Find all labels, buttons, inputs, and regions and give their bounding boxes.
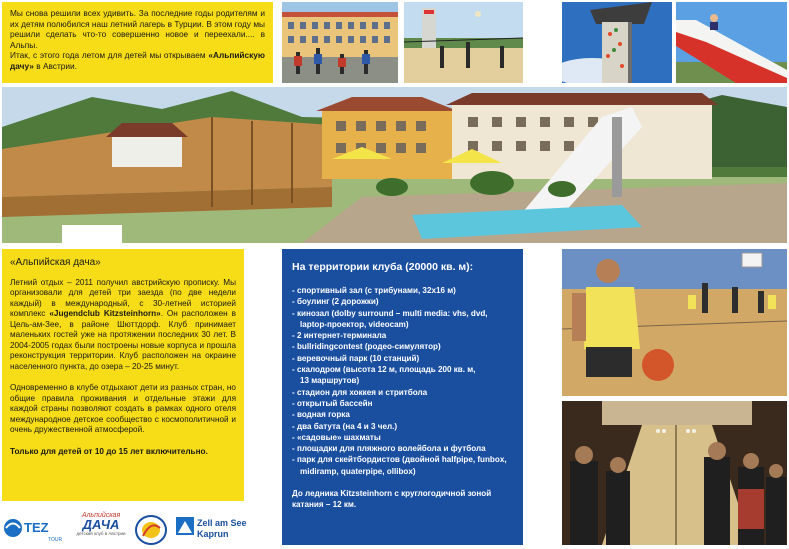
features-box [282,249,523,545]
list-item: 13 маршрутов) [300,376,360,386]
list-item: - скалодром (высота 12 м, площадь 200 кв. м, [292,365,476,375]
dacha-top-text: Альпийская [81,512,121,519]
list-item: - кинозал (dolby surround – multi media: vhs, dvd, [292,308,488,318]
intro-text2-suffix: в Австрии. [33,60,77,71]
kaprun-text: Kaprun [197,529,229,539]
tez-sub-text: TOUR [48,537,63,543]
list-item: - боулинг (2 дорожки) [292,297,379,307]
list-item: - водная горка [292,410,350,420]
list-item: midiramp, quaterpipe, ollibox) [300,466,416,476]
list-item: - парк для скейтбордистов (двойной halfpipe, funbox, [292,455,507,465]
list-item: - площадки для пляжного волейбола и футбола [292,444,486,454]
tez-text: TEZ [24,520,49,535]
features-tail: До ледника Kitzsteinhorn с круглогодичной зоной катания – 12 км. [292,489,492,510]
list-item: laptop-проектор, videocam) [300,319,409,329]
intro-box [2,2,273,83]
info-title: «Альпийская дача» [10,257,101,268]
alpine-dacha-logo [72,512,130,546]
info-p1-b: . Он расположен в Цель-ам-Зее, в районе Шюттдорф. Клуб принимает маленьких гостей уже на протяжении последних 30 лет. В 2004-2005 годах были построены новые корпуса и прошла реконструкция территории. Клуб расположен на окраине населенного пункта, до озера – 20-25 минут. [10,309,236,371]
photo-basketball-gym [562,249,787,396]
list-item: - спортивный зал (с трибунами, 32х16 м) [292,286,456,295]
intro-text2-prefix: Итак, с этого года летом для детей мы открываем [10,50,209,61]
info-age-note: Только для детей от 10 до 15 лет включительно. [10,446,208,456]
features-list [292,285,513,477]
list-item: - 2 интернет-терминала [292,331,387,341]
photo-club-panorama [2,87,787,243]
tez-tour-logo [2,515,64,545]
list-item: - bullridingcontest (родео-симулятор) [292,342,441,352]
list-item: - открытый бассейн [292,398,373,408]
info-box [2,249,244,501]
list-item: - стадион для хоккея и стритбола [292,387,428,397]
dacha-main-text: ДАЧА [82,517,120,532]
photo-beach-volleyball [404,2,523,83]
zell-text: Zell am See [197,518,247,528]
list-item: - два батута (на 4 и 3 чел.) [292,421,398,431]
list-item: - «садовые» шахматы [292,432,381,442]
photo-climbing-wall [562,2,672,83]
dacha-sub-text: детский клуб в Австрии [76,531,126,536]
features-title: На территории клуба (20000 кв. м): [292,261,474,273]
list-item: - веревочный парк (10 станций) [292,353,420,363]
info-p1-a: Летний отдых – 2011 получил австрийскую прописку. Мы организовали для детей три заезда (по две недели каждый) в международный, с 30-летней историей комплекс [10,277,236,318]
photo-hotel-kids [282,2,398,83]
club-emblem-icon [134,514,168,546]
intro-text: Мы снова решили всех удивить. За последние годы родителям и их детям полюбился наш летний лагерь в Турции. В этом году мы решили сделать что-то совершенно новое и переехали.... в Альпы. [10,8,265,50]
zell-am-see-kaprun-logo [176,515,248,545]
intro-text2-strong: «Альпийскую дачу» [10,50,265,71]
info-p1-strong: «Jugendclub Kitzsteinhorn» [49,309,161,318]
photo-water-slide [676,2,787,83]
photo-bowling [562,401,787,545]
info-paragraph-1 [10,278,236,373]
info-paragraph-2: Одновременно в клубе отдыхают дети из разных стран, но общие правила проживания и отдельные этажи для каждой страны позволяют создать в рамках одного отеля международное детское сообщество с космополитичной и очень дружественной атмосферой. [10,383,236,434]
